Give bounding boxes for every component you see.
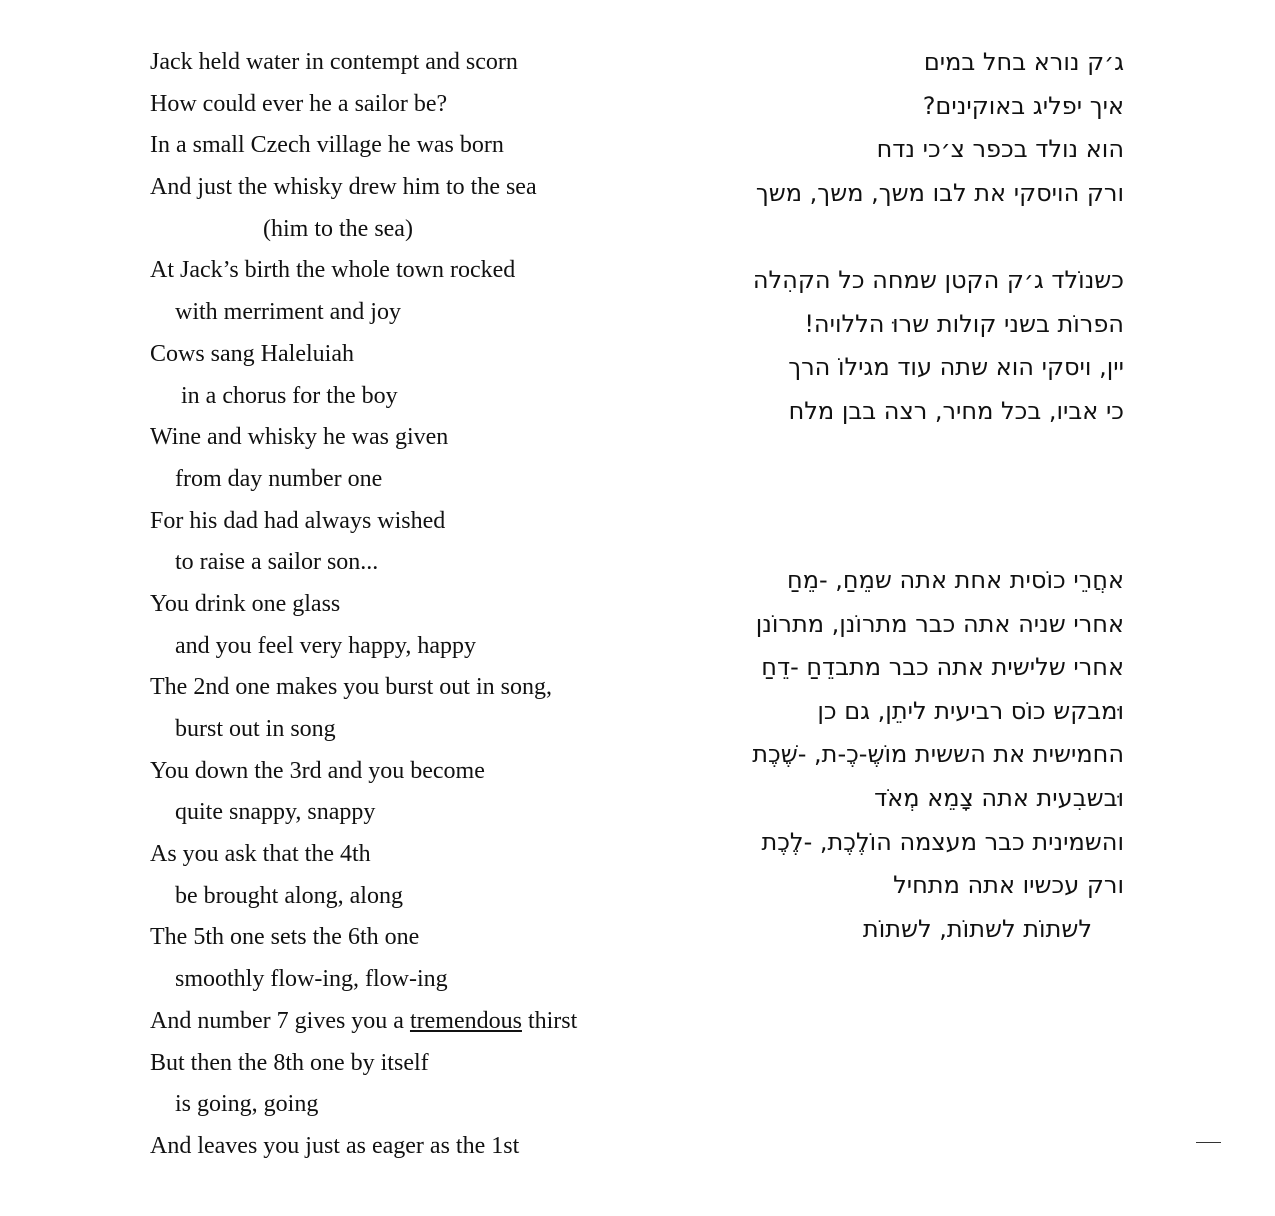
lyric-line: from day number one bbox=[175, 465, 383, 492]
hebrew-stanza-2 bbox=[564, 260, 1124, 434]
lyric-line: and you feel very happy, happy bbox=[175, 632, 477, 659]
lyric-line: Cows sang Haleluiah bbox=[150, 340, 354, 367]
lyric-line: Jack held water in contempt and scorn bbox=[150, 49, 518, 75]
lyric-line: כשנוֹלד ג׳ק הקטן שמחה כל הקהִלה bbox=[752, 266, 1124, 294]
lyric-line: in a chorus for the boy bbox=[181, 382, 398, 409]
hebrew-stanza-3 bbox=[564, 560, 1124, 952]
lyric-line: איך יפליג באוקינים? bbox=[922, 91, 1124, 120]
page-dash-mark bbox=[1196, 1142, 1221, 1143]
lyric-line: כי אביו, בכל מחיר, רצה בבן מלח bbox=[788, 396, 1124, 425]
lyric-line: smoothly flow-ing, flow-ing bbox=[175, 966, 448, 993]
lyric-line: ג׳ק נורא בחל במים bbox=[923, 48, 1124, 76]
lyric-line: For his dad had always wished bbox=[150, 507, 446, 534]
lyric-line: At Jack’s birth the whole town rocked bbox=[150, 257, 516, 284]
lyric-line: to raise a sailor son... bbox=[175, 549, 379, 576]
lyric-line: The 5th one sets the 6th one bbox=[150, 924, 420, 951]
lyric-line: burst out in song bbox=[175, 716, 336, 742]
lyric-line: And leaves you just as eager as the 1st bbox=[150, 1132, 520, 1159]
lyric-line: In a small Czech village he was born bbox=[150, 132, 504, 159]
lyric-line bbox=[150, 1003, 690, 1045]
lyric-line: You down the 3rd and you become bbox=[150, 757, 485, 784]
lyric-line: הפרוֹת בשני קולות שרוּ הללויה! bbox=[804, 309, 1124, 338]
lyric-line: לשתוֹת לשתוֹת, לשתוֹת bbox=[862, 914, 1092, 943]
lyric-line: אחרי שניה אתה כבר מתרוֹנן, מתרוֹנן bbox=[755, 609, 1124, 638]
lyric-line: is going, going bbox=[175, 1091, 319, 1118]
lyric-line: As you ask that the 4th bbox=[150, 841, 371, 868]
lyric-line: אחרי שלישית אתה כבר מתבדֵחַ -דֵחַ bbox=[761, 653, 1124, 682]
lyric-line: And just the whisky drew him to the sea bbox=[150, 174, 537, 201]
lyric-text: thirst bbox=[521, 1007, 578, 1034]
lyric-line: quite snappy, snappy bbox=[175, 799, 376, 826]
underlined-word: tremendous bbox=[409, 1007, 522, 1034]
lyric-line: Wine and whisky he was given bbox=[150, 424, 449, 451]
lyric-line: with merriment and joy bbox=[175, 299, 401, 326]
lyric-line: You drink one glass bbox=[150, 590, 341, 617]
lyric-line: How could ever he a sailor be? bbox=[150, 90, 448, 117]
lyric-line: be brought along, along bbox=[175, 882, 403, 909]
lyric-line: ורק עכשיו אתה מתחיל bbox=[893, 871, 1124, 900]
lyric-line: אחֲרֵי כוֹסית אחת אתה שמֵחַ, -מֵחַ bbox=[787, 566, 1124, 594]
lyric-line: But then the 8th one by itself bbox=[150, 1049, 429, 1076]
lyric-line: והשמינית כבר מעצמה הוֹלֶכֶת, -לֶכֶת bbox=[761, 827, 1124, 856]
lyric-line: הוא נולד בכפר צ׳כי נדח bbox=[876, 135, 1124, 164]
lyric-line: ורק הויסקי את לבו משך, משך, משך bbox=[755, 178, 1124, 207]
lyric-line: The 2nd one makes you burst out in song, bbox=[150, 674, 552, 701]
hebrew-stanza-1 bbox=[564, 42, 1124, 216]
lyric-line: וּמבקש כוֹס רביעית ליתֵן, גם כן bbox=[817, 696, 1124, 725]
lyric-line: החמישית את הששית מוֹשֶ-כֶ-ת, -שֶׁכֶת bbox=[752, 740, 1124, 769]
lyric-line: יין, ויסקי הוא שתה עוד מגילוֹ הרך bbox=[788, 353, 1124, 382]
lyric-line: (him to the sea) bbox=[263, 215, 413, 242]
lyric-text: And number 7 gives you a bbox=[150, 1007, 410, 1034]
lyric-line: וּבשבִעית אתה צָמֵא מְאֹד bbox=[874, 783, 1124, 812]
